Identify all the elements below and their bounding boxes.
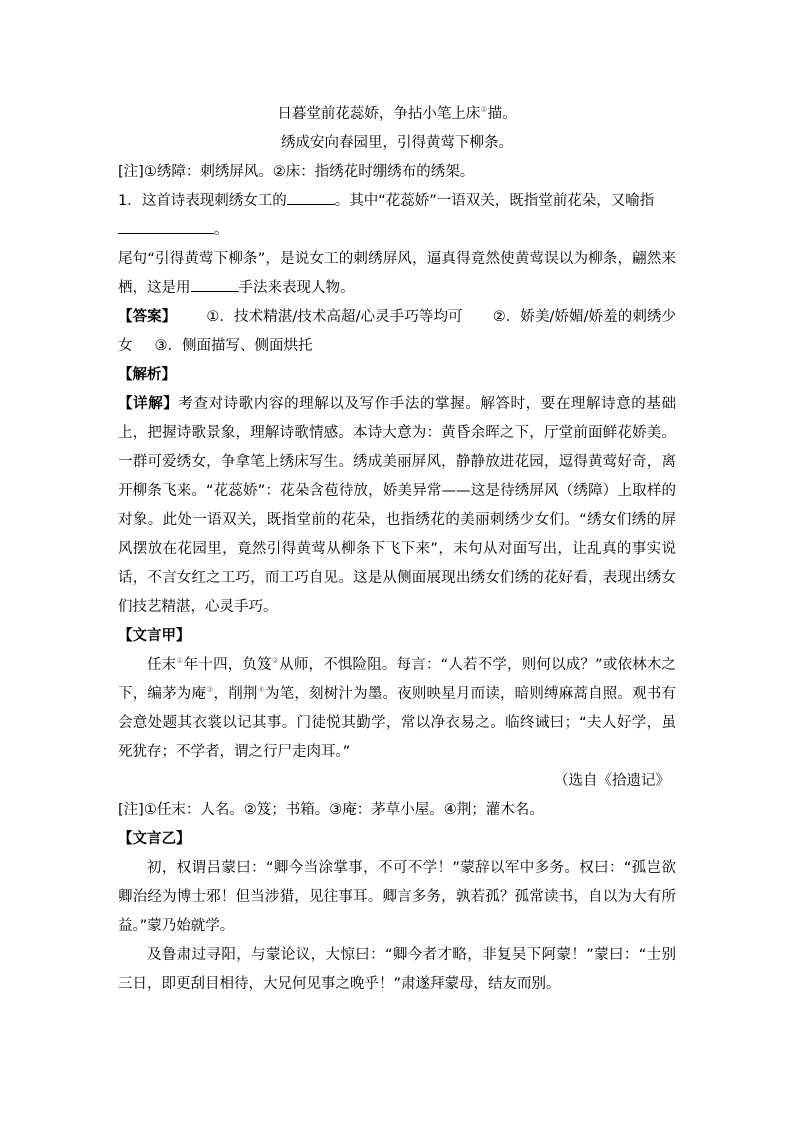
poem-line-3-text-a: 日暮堂前花蕊娇，争拈小笔上床: [277, 106, 481, 122]
poem-line-4: 绣成安向春园里，引得黄莺下柳条。: [281, 135, 513, 151]
wenyan-jia-segment-2: 年十四，负笈: [183, 657, 272, 673]
document-page: [118, 100, 676, 999]
wenyan-jia-label: 【文言甲】: [118, 628, 191, 644]
wenyan-jia-text: [118, 651, 676, 767]
detail-section: [118, 390, 676, 622]
question-1-text-c: 。: [214, 222, 229, 238]
answer-label: 【答案】: [118, 309, 177, 325]
analysis-label: 【解析】: [118, 367, 176, 383]
wenyan-yi-paragraph-2: 及鲁肃过寻阳，与蒙论议，大惊曰：“卿今者才略，非复吴下阿蒙！”蒙曰：“士别三日，即更刮目相待，大兄何见事之晚乎！”肃遂拜蒙母，结友而别。: [118, 947, 676, 992]
answer-section: [118, 303, 676, 361]
wenyan-jia-segment-1: 任末: [147, 657, 177, 673]
question-1-text-b: 。其中“花蕊娇”一语双关，既指堂前花朵，又喻指: [334, 193, 655, 209]
poem-line-3-text-b: 描。: [487, 106, 517, 122]
footnote-mark: ③: [206, 685, 214, 695]
poem-line-3: [118, 100, 676, 129]
question-1-text-e: 手法来表现人物。: [238, 280, 355, 296]
footnote-mark: ④: [257, 685, 265, 695]
answer-item-2: ②．娇美/娇媚/娇羞的刺绣少女: [118, 309, 676, 354]
answer-item-3: ③．侧面描写、侧面烘托: [154, 338, 313, 354]
answer-blank-2[interactable]: [118, 216, 214, 234]
detail-text: 考查对诗歌内容的理解以及写作手法的掌握。解答时，要在理解诗意的基础上，把握诗歌景象，理解诗歌情感。本诗大意为：黄昏余晖之下，厅堂前面鲜花娇美。一群可爱绣女，争拿笔上绣床写生。绣成美丽屏风，静静放进花园，逗得黄莺好奇，离开柳条飞来。“花蕊娇”：花朵含苞待放，娇美异常——这是待绣屏风（绣障）上取样的对象。此处一语双关，既指堂前的花朵，也指绣花的美丽刺绣少女们。“绣女们绣的屏风摆放在花园里，竟然引得黄莺从柳条下飞下来”，末句从对面写出，让乱真的事实说话，不言女红之工巧，而工巧自见。这是从侧面展现出绣女们绣的花好看，表现出绣女们技艺精湛，心灵手巧。: [118, 396, 676, 615]
question-1-continued: [118, 245, 676, 303]
footnote-mark: ②: [271, 656, 280, 666]
detail-label: 【详解】: [118, 396, 179, 412]
footnote-mark: ①: [176, 656, 184, 666]
question-1: [118, 187, 676, 245]
wenyan-yi-paragraph-1: 初，权谓吕蒙曰：“卿今当涂掌事，不可不学！”蒙辞以军中多务。权曰：“孤岂欲卿治经为博士邪！但当涉猎，见往事耳。卿言多务，孰若孤？孤常读书，自以为大有所益。”蒙乃始就学。: [118, 860, 676, 934]
question-1-text-d: 尾句“引得黄莺下柳条”，是说女工的刺绣屏风，逼真得竟然使黄莺误以为柳条，翩然来栖，这是用: [118, 251, 676, 296]
answer-blank-1[interactable]: [287, 187, 335, 205]
wenyan-jia-note: [注]①任末：人名。②笈；书箱。③庵：茅草小屋。④荆；灌木名。: [118, 802, 544, 818]
wenyan-jia-source: （选自《拾遗记》: [554, 773, 670, 789]
answer-blank-3[interactable]: [191, 274, 239, 292]
wenyan-yi-label: 【文言乙】: [118, 831, 191, 847]
wenyan-jia-segment-4: ，削荆: [213, 686, 258, 702]
wenyan-jia-segment-5: 为笔，刻树汁为墨。夜则映星月而读，暗则缚麻蒿自照。观书有会意处题其衣裳以记其事。门徒悦其勤学，常以净衣易之。临终诫曰；“夫人好学，虽死犹存；不学者，谓之行尸走肉耳。”: [118, 686, 677, 760]
answer-item-1: ①．技术精湛/技术高超/心灵手巧等均可: [206, 309, 463, 325]
poem-note: [注]①绣障：刺绣屏风。②床：指绣花时绷绣布的绣架。: [118, 164, 475, 180]
question-1-text-a: 1．这首诗表现刺绣女工的: [118, 193, 287, 209]
footnote-mark: ②: [480, 105, 488, 115]
wenyan-jia-segment-3: 从师，不惧险阻。每言：“人若不学，则何以成？”或依林木之下，编茅为庵: [118, 657, 677, 702]
